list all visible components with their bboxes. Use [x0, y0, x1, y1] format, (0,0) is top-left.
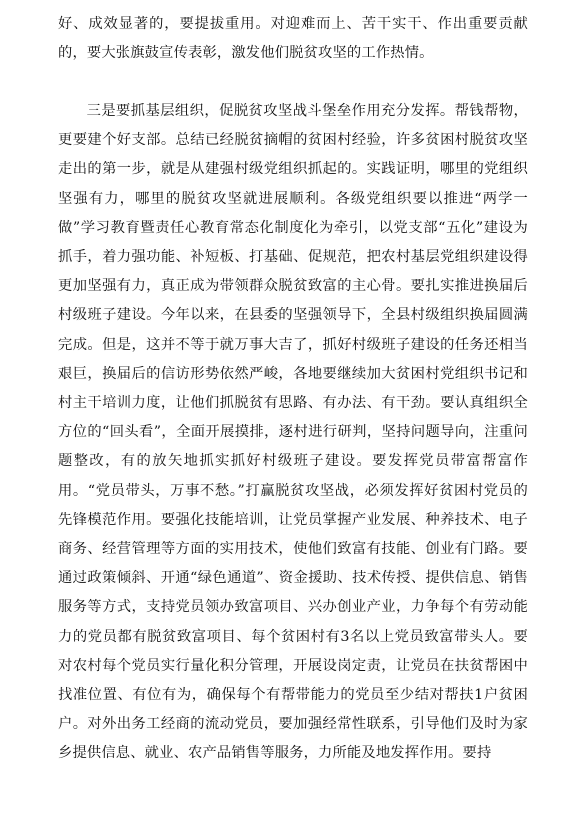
paragraph-grassroots-organization: 三是要抓基层组织，促脱贫攻坚战斗堡垒作用充分发挥。帮钱帮物，更要建个好支部。总结已经脱贫摘帽的贫困村经验，许多贫困村脱贫攻坚走出的第一步，就是从建强村级党组织抓起的。实践证明，哪里的党组织坚强有力，哪里的脱贫攻坚就进展顺利。各级党组织要以推进“两学一做”学习教育暨责任心教育常态化制度化为牵引，以党支部“五化”建设为抓手，着力强功能、补短板、打基础、促规范，把农村基层党组织建设得更加坚强有力，真正成为带领群众脱贫致富的主心骨。要扎实推进换届后村级班子建设。今年以来，在县委的坚强领导下，全县村级组织换届圆满完成。但是，这并不等于就万事大吉了，抓好村级班子建设的任务还相当艰巨，换届后的信访形势依然严峻，各地要继续加大贫困村党组织书记和村主干培训力度，让他们抓脱贫有思路、有办法、有干劲。要认真组织全方位的“回头看”，全面开展摸排，逐村进行研判，坚持问题导向，注重问题整改，有的放矢地抓实抓好村级班子建设。要发挥党员带富帮富作用。“党员带头，万事不愁。”打赢脱贫攻坚战，必须发挥好贫困村党员的先锋模范作用。要强化技能培训，让党员掌握产业发展、种养技术、电子商务、经营管理等方面的实用技术，使他们致富有技能、创业有门路。要通过政策倾斜、开通“绿色通道”、资金援助、技术传授、提供信息、销售服务等方式，支持党员领办致富项目、兴办创业产业，力争每个有劳动能力的党员都有脱贫致富项目、每个贫困村有3名以上党员致富带头人。要对农村每个党员实行量化积分管理，开展设岗定责，让党员在扶贫帮困中找准位置、有位有为，确保每个有帮带能力的党员至少结对帮扶1户贫困户。对外出务工经商的流动党员，要加强经常性联系，引导他们及时为家乡提供信息、就业、农产品销售等服务，力所能及地发挥作用。要持 — [58, 103, 528, 762]
paragraph-continuation: 好、成效显著的，要提拔重用。对迎难而上、苦干实干、作出重要贡献的，要大张旗鼓宣传表彰，激发他们脱贫攻坚的工作热情。 — [58, 16, 528, 62]
